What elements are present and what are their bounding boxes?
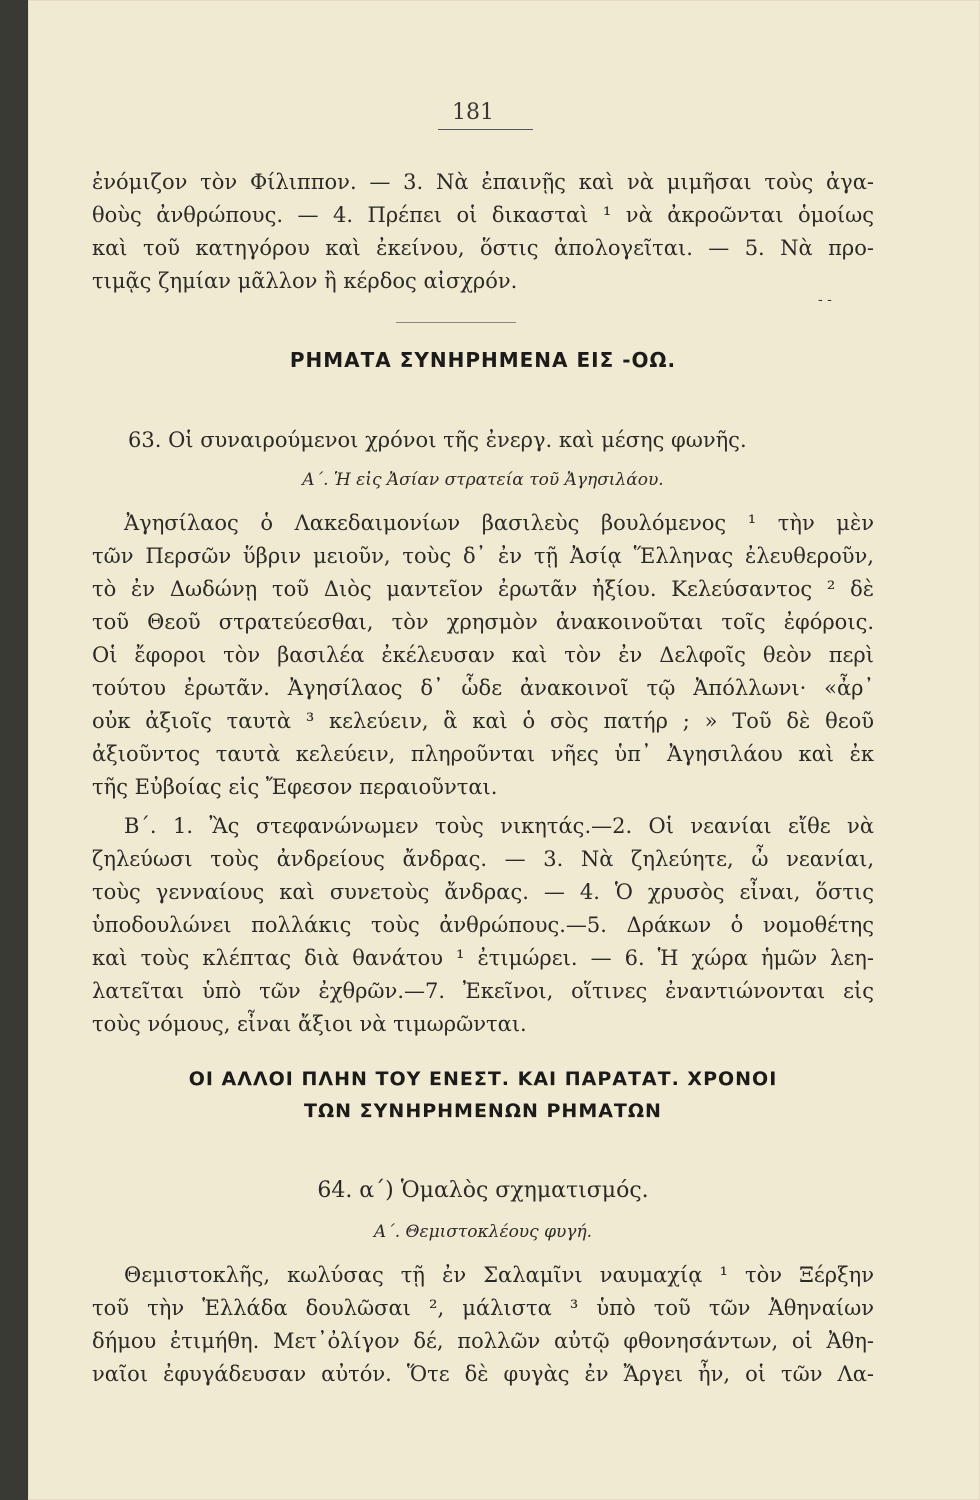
text-line: ἀξιοῦντος ταυτὰ κελεύειν, πληροῦνται νῆες ὑπ᾽ Ἀγησιλάου καὶ ἐκ bbox=[92, 742, 874, 766]
section-heading: ΤΩΝ ΣΥΝΗΡΗΜΕΝΩΝ ΡΗΜΑΤΩΝ bbox=[304, 1100, 662, 1122]
text-line: ὑποδουλώνει πολλάκις τοὺς ἀνθρώπους.—5. Δράκων ὁ νομοθέτης bbox=[92, 913, 874, 937]
text-line: τῆς Εὐβοίας εἰς Ἔφεσον περαιοῦνται. bbox=[92, 775, 498, 799]
text-line: τὸ ἐν Δωδώνῃ τοῦ Διὸς μαντεῖον ἐρωτᾶν ἠξίου. Κελεύσαντος ² δὲ bbox=[92, 577, 874, 601]
text-line: λατεῖται ὑπὸ τῶν ἐχθρῶν.—7. Ἐκεῖνοι, οἵτινες ἐναντιώνονται εἰς bbox=[92, 979, 874, 1003]
text-line: ζηλεύωσι τοὺς ἀνδρείους ἄνδρας. — 3. Νὰ ζηλεύητε, ὦ νεανίαι, bbox=[92, 847, 874, 871]
text-line: τιμᾷς ζημίαν μᾶλλον ἢ κέρδος αἰσχρόν. bbox=[92, 269, 518, 293]
section-divider bbox=[396, 322, 516, 323]
text-line: τοῦ Θεοῦ στρατεύεσθαι, τὸν χρησμὸν ἀνακοινοῦται τοῖς ἐφόροις. bbox=[92, 610, 874, 634]
text-line: τοὺς νόμους, εἶναι ἄξιοι νὰ τιμωρῶνται. bbox=[92, 1012, 527, 1036]
text-line: τούτου ἐρωτᾶν. Ἀγησίλαος δ᾽ ὧδε ἀνακοινοῖ τῷ Ἀπόλλωνι· «ἆρ᾽ bbox=[92, 676, 874, 700]
text-line: ναῖοι ἐφυγάδευσαν αὐτόν. Ὅτε δὲ φυγὰς ἐν Ἄργει ἦν, οἱ τῶν Λα- bbox=[92, 1362, 874, 1386]
page-number: 181 bbox=[452, 100, 494, 125]
text-line: δήμου ἐτιμήθη. Μετ᾽ὀλίγον δέ, πολλῶν αὐτῷ φθονησάντων, οἱ Ἀθη- bbox=[92, 1329, 874, 1353]
text-line: τοὺς γενναίους καὶ συνετοὺς ἄνδρας. — 4. Ὁ χρυσὸς εἶναι, ὅστις bbox=[92, 880, 874, 904]
book-page bbox=[28, 0, 980, 1500]
exercise-title: Α΄. Ἡ εἰς Ἀσίαν στρατεία τοῦ Ἀγησιλάου. bbox=[302, 470, 664, 490]
exercise-title: Α΄. Θεμιστοκλέους φυγή. bbox=[373, 1222, 593, 1242]
text-line: θοὺς ἀνθρώπους. — 4. Πρέπει οἱ δικασταὶ ¹ νὰ ἀκροῶνται ὁμοίως bbox=[92, 203, 874, 227]
page-number-rule bbox=[438, 129, 533, 130]
text-line: καὶ τοὺς κλέπτας διὰ θανάτου ¹ ἐτιμώρει. — 6. Ἡ χώρα ἡμῶν λεη- bbox=[92, 946, 874, 970]
section-heading: ΡΗΜΑΤΑ ΣΥΝΗΡΗΜΕΝΑ ΕΙΣ -ΟΩ. bbox=[289, 348, 677, 372]
text-line: Θεμιστοκλῆς, κωλύσας τῇ ἐν Σαλαμῖνι ναυμαχίᾳ ¹ τὸν Ξέρξην bbox=[124, 1263, 874, 1287]
text-line: καὶ τοῦ κατηγόρου καὶ ἐκείνου, ὅστις ἀπολογεῖται. — 5. Νὰ προ- bbox=[92, 236, 874, 260]
section-heading: ΟΙ ΑΛΛΟΙ ΠΛΗΝ ΤΟΥ ΕΝΕΣΤ. ΚΑΙ ΠΑΡΑΤΑΤ. ΧΡΟΝΟΙ bbox=[188, 1068, 778, 1090]
text-line: οὐκ ἀξιοῖς ταυτὰ ³ κελεύειν, ἃ καὶ ὁ σὸς πατήρ ; » Τοῦ δὲ θεοῦ bbox=[92, 709, 874, 733]
margin-mark: - - bbox=[818, 292, 832, 308]
text-line: τοῦ τὴν Ἑλλάδα δουλῶσαι ², μάλιστα ³ ὑπὸ τοῦ τῶν Ἀθηναίων bbox=[92, 1296, 874, 1320]
text-line: Ἀγησίλαος ὁ Λακεδαιμονίων βασιλεὺς βουλόμενος ¹ τὴν μὲν bbox=[124, 511, 874, 535]
text-line: Β΄. 1. Ἂς στεφανώνωμεν τοὺς νικητάς.—2. Οἱ νεανίαι εἴθε νὰ bbox=[124, 814, 874, 838]
text-line: ἐνόμιζον τὸν Φίλιππον. — 3. Νὰ ἐπαινῇς καὶ νὰ μιμῆσαι τοὺς ἀγα- bbox=[92, 170, 874, 194]
paragraph-title: 64. α΄) Ὁμαλὸς σχηματισμός. bbox=[317, 1178, 649, 1203]
text-line: Οἱ ἔφοροι τὸν βασιλέα ἐκέλευσαν καὶ τὸν ἐν Δελφοῖς θεὸν περὶ bbox=[92, 643, 874, 667]
text-line: τῶν Περσῶν ὕβριν μειοῦν, τοὺς δ᾽ ἐν τῇ Ἀσίᾳ Ἕλληνας ἐλευθεροῦν, bbox=[92, 544, 874, 568]
paragraph-title: 63. Οἱ συναιρούμενοι χρόνοι τῆς ἐνεργ. καὶ μέσης φωνῆς. bbox=[128, 428, 747, 452]
